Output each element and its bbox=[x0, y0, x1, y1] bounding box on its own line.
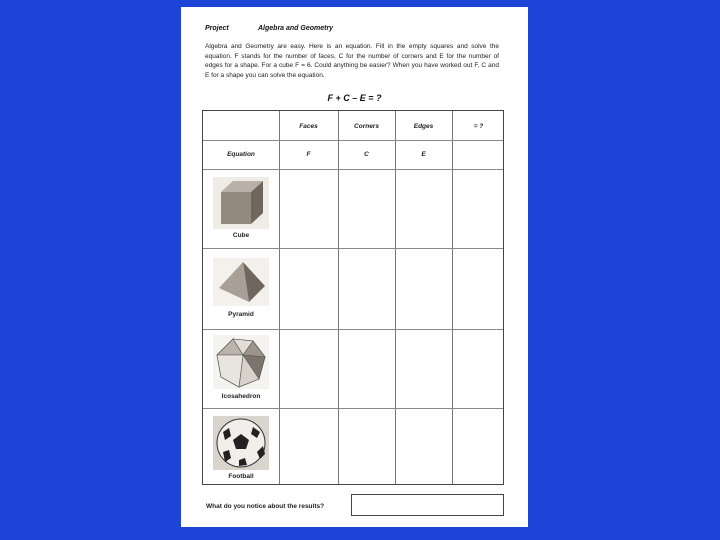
variable-f: F bbox=[306, 151, 311, 158]
column-header-corners: Corners bbox=[354, 123, 379, 130]
column-header-edges: Edges bbox=[413, 123, 434, 130]
project-label: Project bbox=[205, 25, 229, 32]
shape-label-pyramid: Pyramid bbox=[228, 311, 254, 318]
equation: F + C – E = ? bbox=[327, 93, 382, 103]
variable-e: E bbox=[421, 151, 426, 158]
cube-image bbox=[213, 177, 269, 229]
shape-label-football: Football bbox=[228, 473, 254, 480]
worksheet-title: Algebra and Geometry bbox=[258, 25, 334, 32]
worksheet-page bbox=[181, 7, 528, 527]
column-header-result: = ? bbox=[473, 123, 484, 130]
shapes-table bbox=[202, 110, 504, 485]
shape-label-icosahedron: Icosahedron bbox=[221, 393, 261, 400]
column-header-faces: Faces bbox=[299, 123, 318, 130]
shape-label-cube: Cube bbox=[232, 232, 250, 239]
results-question: What do you notice about the results? bbox=[206, 503, 325, 510]
football-image bbox=[213, 416, 269, 470]
results-answer-box[interactable] bbox=[351, 494, 504, 516]
row-header-equation: Equation bbox=[227, 151, 255, 158]
pyramid-image bbox=[213, 258, 269, 306]
variable-c: C bbox=[364, 151, 369, 158]
intro-paragraph: Algebra and Geometry are easy. Here is an equation. Fill in the empty squares and solve the equation. F stands for the number of faces, C for the number of corners and E for the number of edges for a shape. For a cube F = 6. Could anything be easier? When you have worked out F, C and E for a shape you can solve the equation. bbox=[205, 43, 499, 79]
icosahedron-image bbox=[213, 335, 269, 389]
